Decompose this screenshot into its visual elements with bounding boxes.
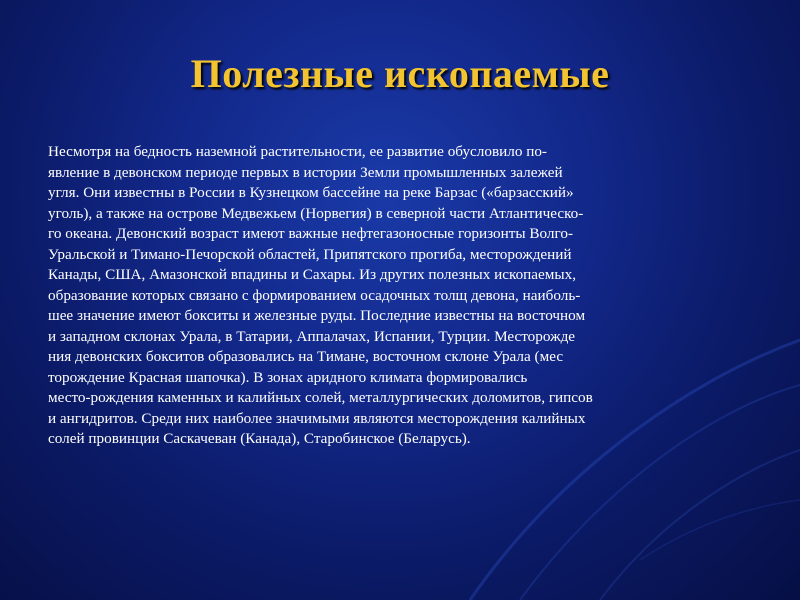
slide-title: Полезные ископаемые [190, 51, 610, 96]
body-line: угля. Они известны в России в Кузнецком бассейне на реке Барзас («барзасский» [48, 184, 574, 201]
body-line: шее значение имеют бокситы и железные руды. Последние известны на восточном [48, 307, 586, 324]
body-line: торождение Красная шапочка). В зонах аридного климата формировались [48, 368, 528, 386]
body-line: место-рождения каменных и калийных солей, металлургических доломитов, гипсов [48, 389, 593, 406]
body-line: образование которых связано с формированием осадочных толщ девона, наиболь- [48, 286, 581, 304]
body-line: и ангидритов. Среди них наиболее значимыми являются месторождения калийных [48, 409, 586, 427]
body-line: Несмотря на бедность наземной растительности, ее развитие обусловило по- [48, 143, 547, 160]
body-line: ния девонских бокситов образовались на Тимане, восточном склоне Урала (мес [48, 348, 564, 365]
body-line: го океана. Девонский возраст имеют важные нефтегазоносные горизонты Волго- [48, 225, 574, 242]
body-line: и западном склонах Урала, в Татарии, Аппалачах, Испании, Турции. Месторожде [48, 327, 576, 345]
body-line: явление в девонском периоде первых в истории Земли промышленных залежей [48, 163, 563, 181]
body-line: Уральской и Тимано-Печорской областей, Припятского прогиба, месторождений [48, 245, 572, 263]
body-line: солей провинции Саскачеван (Канада), Старобинское (Беларусь). [48, 430, 471, 447]
slide-body-text [48, 142, 668, 450]
body-line: Канады, США, Амазонской впадины и Сахары. Из других полезных ископаемых, [48, 266, 576, 283]
body-line: уголь), а также на острове Медвежьем (Норвегия) в северной части Атлантическо- [48, 204, 584, 222]
